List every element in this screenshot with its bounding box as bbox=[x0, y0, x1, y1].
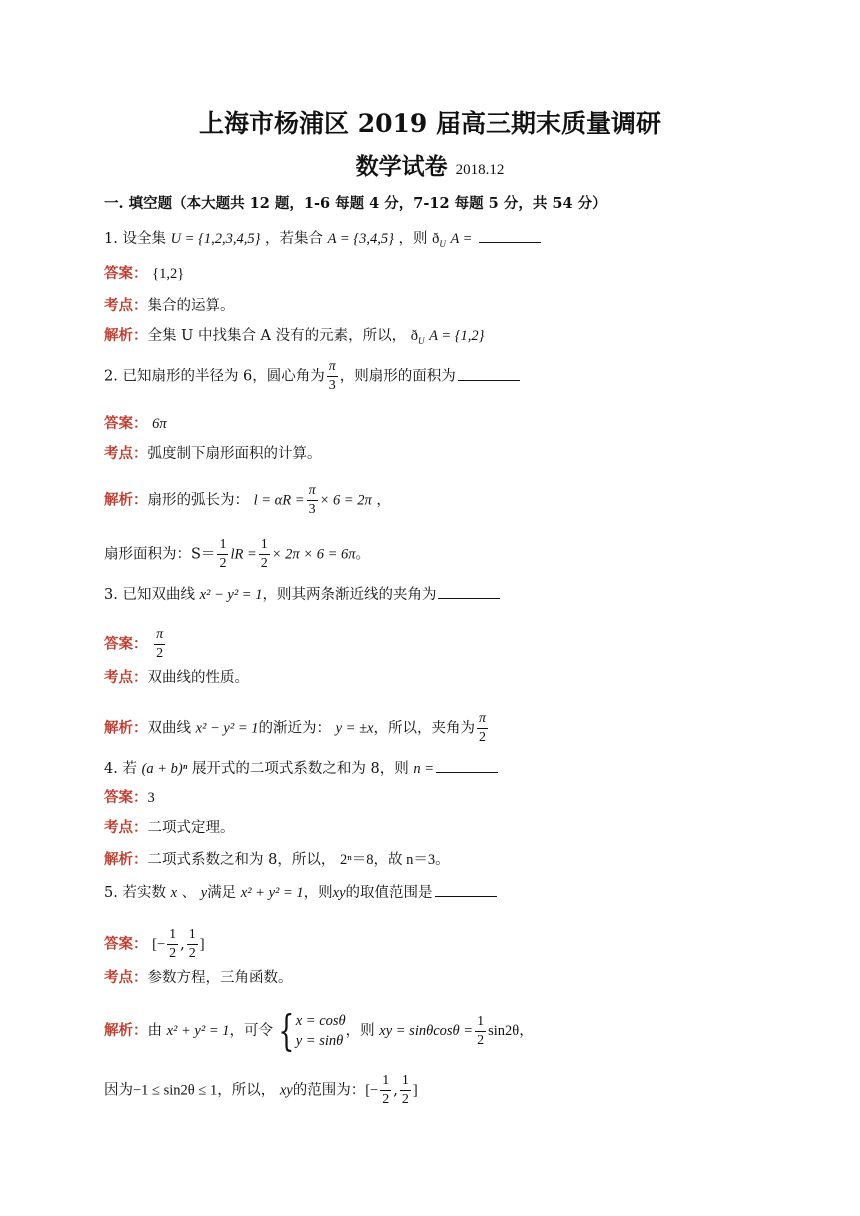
q5-analysis-d: xy = sinθcosθ = bbox=[379, 1023, 474, 1039]
q3-answer-line: 答案： $\frac{\pi}{2}$ bbox=[104, 627, 164, 661]
q3-prefix: 3. 已知双曲线 bbox=[104, 587, 195, 603]
q3-point-line: 考点：双曲线的性质。 bbox=[104, 669, 249, 686]
q4-answer-line: 答案：3 bbox=[104, 789, 155, 806]
point-label: 考点 bbox=[104, 819, 133, 836]
q1-analysis-text: 全集 U 中找集合 A 没有的元素，所以， bbox=[147, 328, 407, 344]
analysis-label: 解析 bbox=[104, 491, 133, 509]
q5-analysis-c: ，则 bbox=[345, 1023, 375, 1039]
q5-because-a: 因为 bbox=[104, 1082, 133, 1099]
answer-label: 答案 bbox=[104, 935, 133, 953]
q4-expr: (a + b)ⁿ bbox=[141, 761, 188, 777]
analysis-label: 解析 bbox=[104, 327, 133, 344]
q2-area-mid1: lR = bbox=[230, 546, 257, 563]
question-4 bbox=[104, 758, 498, 779]
q3-analysis-b: 的渐近为： bbox=[258, 720, 331, 737]
answer-label: 答案 bbox=[104, 635, 133, 653]
q2-area-end: 。 bbox=[355, 546, 370, 563]
fraction: $\frac{1}{2}$ bbox=[219, 537, 227, 571]
q1-then: ，则 bbox=[398, 231, 428, 247]
q4-analysis-b: 2ⁿ＝8，故 n＝3。 bbox=[339, 852, 450, 868]
q5-equation: x² + y² = 1 bbox=[166, 1023, 230, 1039]
subtitle-text: 数学试卷 bbox=[355, 153, 448, 180]
q1-set-a: A = {3,4,5} bbox=[327, 231, 394, 247]
answer-blank bbox=[435, 882, 497, 897]
answer-blank bbox=[436, 758, 498, 773]
point-label: 考点 bbox=[104, 445, 133, 462]
q3-equation: x² − y² = 1 bbox=[199, 587, 263, 603]
section-heading: 一. 填空题（本大题共 12 题，1-6 每题 4 分，7-12 每题 5 分，共 54 分） bbox=[104, 195, 607, 212]
q5-analysis-e: sin2θ bbox=[488, 1023, 520, 1039]
q1-prefix: 1. 设全集 bbox=[104, 231, 166, 247]
q5-range-close: ] bbox=[412, 1082, 418, 1099]
q2-answer-line: 答案： 6π bbox=[104, 415, 167, 432]
q2-point-line: 考点：弧度制下扇形面积的计算。 bbox=[104, 445, 322, 462]
point-label: 考点 bbox=[104, 297, 133, 314]
q3-equation: x² − y² = 1 bbox=[195, 720, 259, 737]
answer-label: 答案 bbox=[104, 415, 133, 432]
analysis-label: 解析 bbox=[104, 851, 133, 868]
q5-analysis-line: 解析：由 x² + y² = 1，可令 { x = cosθ y = sinθ ，则 xy = sinθcosθ = $\frac{1}{2}$ sin2θ， bbox=[104, 1006, 534, 1055]
complement-symbol: ð bbox=[432, 231, 440, 247]
answer-label: 答案 bbox=[104, 265, 133, 282]
q5-var-x: x bbox=[170, 885, 177, 901]
q5-var-y: y bbox=[200, 885, 208, 901]
fraction: $\frac{\pi}{2}$ bbox=[156, 627, 164, 661]
fraction: $\frac{1}{2}$ bbox=[260, 537, 268, 571]
answer-blank bbox=[479, 228, 541, 243]
q2-area-line bbox=[104, 536, 370, 573]
left-brace: { bbox=[278, 1006, 295, 1055]
q4-mid: 展开式的二项式系数之和为 8，则 bbox=[191, 761, 409, 777]
q3-suffix: ，则其两条渐近线的夹角为 bbox=[262, 587, 437, 603]
q5-analysis-a: 由 bbox=[147, 1023, 162, 1039]
q2-arc-lhs: l = αR = bbox=[253, 492, 305, 509]
q5-equation: x² + y² = 1 bbox=[240, 885, 304, 901]
q5-then: ，则 bbox=[303, 885, 333, 901]
complement-subscript: U bbox=[418, 335, 425, 346]
q5-range-open: [− bbox=[365, 1082, 379, 1099]
document-subtitle bbox=[0, 148, 860, 181]
q1-expr: A = bbox=[450, 231, 473, 247]
q4-prefix: 4. 若 bbox=[104, 761, 137, 777]
q4-point: 二项式定理。 bbox=[147, 820, 235, 836]
q1-set-u: U = {1,2,3,4,5} bbox=[170, 231, 261, 247]
q4-var: n = bbox=[413, 761, 435, 777]
fraction: $\frac{\pi}{2}$ bbox=[478, 711, 486, 745]
q1-point-line: 考点：集合的运算。 bbox=[104, 297, 235, 314]
q3-analysis-a: 双曲线 bbox=[147, 720, 191, 737]
q5-suffix: 的取值范围是 bbox=[345, 885, 433, 901]
q3-analysis-line: 解析：双曲线 x² − y² = 1的渐近为： y = ±x，所以，夹角为 $\frac{\pi}{2}$ bbox=[104, 711, 486, 745]
q5-because-b: −1 ≤ sin2θ ≤ 1 bbox=[133, 1082, 218, 1099]
q4-answer: 3 bbox=[147, 790, 155, 806]
q5-because-line: 因为−1 ≤ sin2θ ≤ 1，所以， xy的范围为：[− $\frac{1}{2}$ , $\frac{1}{2}$ ] bbox=[104, 1073, 418, 1107]
question-5 bbox=[104, 882, 497, 903]
q5-prefix: 5. 若实数 bbox=[104, 885, 166, 901]
q5-point-line: 考点：参数方程，三角函数。 bbox=[104, 969, 293, 986]
q1-analysis-expr: A = {1,2} bbox=[429, 328, 485, 344]
q5-answer-open: [− bbox=[152, 936, 166, 953]
fraction: $\frac{1}{2}$ bbox=[188, 927, 196, 961]
complement-symbol: ð bbox=[410, 328, 418, 344]
analysis-label: 解析 bbox=[104, 719, 133, 737]
q2-answer: 6π bbox=[152, 416, 167, 432]
exam-date: 2018.12 bbox=[455, 162, 505, 178]
analysis-label: 解析 bbox=[104, 1022, 133, 1039]
question-1 bbox=[104, 228, 541, 254]
q2-prefix: 2. 已知扇形的半径为 6，圆心角为 bbox=[104, 368, 325, 385]
q5-answer-close: ] bbox=[199, 936, 205, 953]
q1-analysis-line: 解析：全集 U 中找集合 A 没有的元素，所以， $ð_U$ A = {1,2} bbox=[104, 327, 485, 346]
q3-asymptote: y = ±x bbox=[335, 720, 374, 737]
answer-blank bbox=[438, 584, 500, 599]
q5-mid: 满足 bbox=[207, 885, 237, 901]
q1-point: 集合的运算。 bbox=[147, 298, 235, 314]
q2-analysis-line: 解析：扇形的弧长为： l = αR = $\frac{\pi}{3}$ × 6 = 2π ， bbox=[104, 483, 391, 517]
fraction: $\frac{\pi}{3}$ bbox=[328, 359, 336, 393]
q1-mid: ，若集合 bbox=[265, 231, 324, 247]
q1-answer: {1,2} bbox=[152, 266, 185, 282]
q3-analysis-d: ，所以，夹角为 bbox=[373, 720, 475, 737]
question-2 bbox=[104, 358, 520, 395]
q2-area-text: 扇形面积为：S＝ bbox=[104, 546, 216, 563]
q5-because-d: 的范围为： bbox=[292, 1082, 366, 1099]
complement-subscript: U bbox=[439, 238, 446, 249]
q2-arc-rhs: × 6 = 2π bbox=[319, 492, 372, 509]
q5-sep: 、 bbox=[181, 885, 197, 901]
q5-analysis-f: ， bbox=[519, 1023, 534, 1039]
answer-label: 答案 bbox=[104, 789, 133, 806]
q2-point: 弧度制下扇形面积的计算。 bbox=[147, 446, 322, 462]
q2-analysis-text: 扇形的弧长为： bbox=[147, 492, 249, 509]
document-title: 上海市杨浦区 2019 届高三期末质量调研 bbox=[199, 109, 661, 138]
fraction: $\frac{1}{2}$ bbox=[382, 1073, 390, 1107]
q2-area-mid2: × 2π × 6 = 6π bbox=[271, 546, 356, 563]
fraction: $\frac{1}{2}$ bbox=[401, 1073, 409, 1107]
parametric-cases: x = cosθ y = sinθ bbox=[295, 1013, 346, 1049]
q5-analysis-b: ，可令 bbox=[229, 1023, 273, 1039]
q4-analysis-a: 二项式系数之和为 8，所以， bbox=[147, 852, 336, 868]
q5-answer-line: 答案： [− $\frac{1}{2}$ , $\frac{1}{2}$ ] bbox=[104, 927, 205, 961]
point-label: 考点 bbox=[104, 669, 133, 686]
q5-xy: xy bbox=[332, 885, 346, 901]
q4-point-line: 考点：二项式定理。 bbox=[104, 819, 235, 836]
fraction: $\frac{\pi}{3}$ bbox=[308, 483, 316, 517]
question-3 bbox=[104, 584, 500, 605]
fraction: $\frac{1}{2}$ bbox=[477, 1013, 485, 1048]
q5-point: 参数方程，三角函数。 bbox=[147, 970, 293, 986]
fraction: $\frac{1}{2}$ bbox=[169, 927, 177, 961]
q3-point: 双曲线的性质。 bbox=[147, 670, 249, 686]
q5-because-c: ，所以， bbox=[217, 1082, 276, 1099]
q1-answer-line: 答案： {1,2} bbox=[104, 265, 185, 282]
q5-xy: xy bbox=[279, 1082, 293, 1099]
point-label: 考点 bbox=[104, 969, 133, 986]
answer-blank bbox=[458, 366, 520, 381]
q4-analysis-line: 解析：二项式系数之和为 8，所以， 2ⁿ＝8，故 n＝3。 bbox=[104, 851, 450, 868]
q2-suffix: ，则扇形的面积为 bbox=[339, 368, 456, 385]
